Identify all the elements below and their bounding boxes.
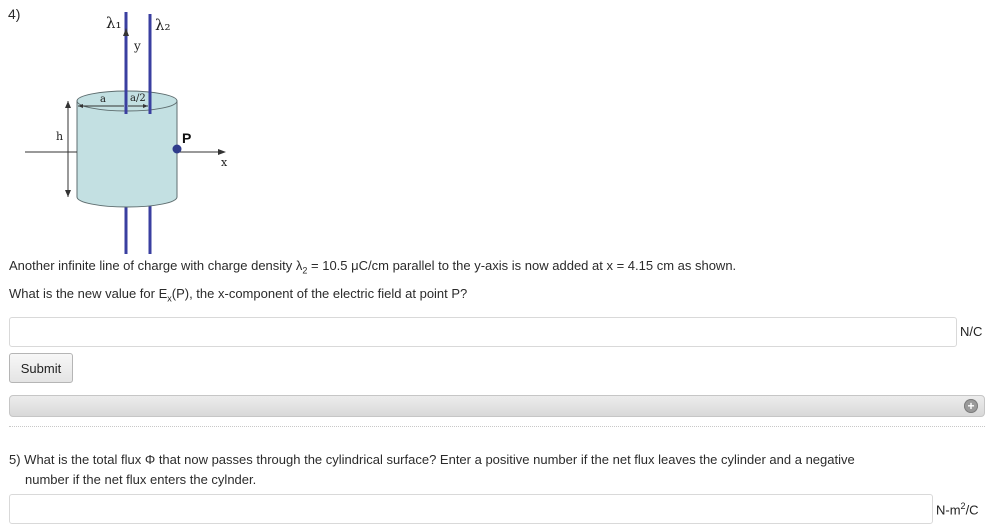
question-number: 4) — [8, 6, 21, 22]
feedback-bar[interactable] — [9, 395, 985, 417]
y-arrow-head — [123, 28, 129, 36]
point-p-label: P — [182, 130, 192, 146]
question4-prompt — [9, 286, 467, 304]
x-arrow-head — [218, 149, 226, 155]
q5-unit-post: /C — [965, 502, 979, 518]
q4-unit: N/C — [960, 324, 983, 339]
h-label: h — [56, 130, 64, 143]
q4-line1-pre: Another infinite line of charge with charge density λ — [9, 258, 303, 273]
point-p — [173, 145, 182, 154]
q5-line1: 5) What is the total flux Φ that now passes through the cylindrical surface? Enter a positive number if the net flux leaves the cylinder and a negative — [9, 452, 855, 467]
lambda2-label: λ₂ — [155, 16, 171, 34]
a-label: a — [100, 94, 106, 105]
cylinder-body — [77, 101, 177, 207]
x-axis-label: x — [221, 156, 228, 169]
q4-line2-pre: What is the new value for E — [9, 286, 168, 301]
q4-line2-sub: x — [167, 293, 172, 304]
question5-text — [9, 450, 949, 490]
q5-answer-input[interactable] — [9, 494, 933, 524]
section-divider — [9, 426, 985, 427]
y-axis-label: y — [134, 39, 141, 53]
q5-unit-pre: N-m — [936, 502, 961, 518]
q4-line2-post: (P), the x-component of the electric field at point P? — [171, 286, 468, 301]
height-head-bottom — [65, 190, 71, 197]
q5-unit — [936, 501, 979, 517]
expand-plus-icon[interactable]: + — [964, 399, 978, 413]
question4-statement — [9, 258, 736, 276]
q4-answer-input[interactable] — [9, 317, 957, 347]
q5-unit-sup: 2 — [960, 501, 966, 511]
q4-line1-sub: 2 — [302, 265, 308, 276]
q5-line2: number if the net flux enters the cylnder. — [25, 472, 257, 487]
height-head-top — [65, 101, 71, 108]
cylinder-figure — [20, 4, 240, 256]
submit-button[interactable]: Submit — [9, 353, 73, 383]
q4-line1-post: = 10.5 μC/cm parallel to the y-axis is now added at x = 4.15 cm as shown. — [307, 258, 737, 273]
a2-label: a/2 — [130, 93, 146, 104]
lambda1-label: λ₁ — [106, 14, 122, 32]
